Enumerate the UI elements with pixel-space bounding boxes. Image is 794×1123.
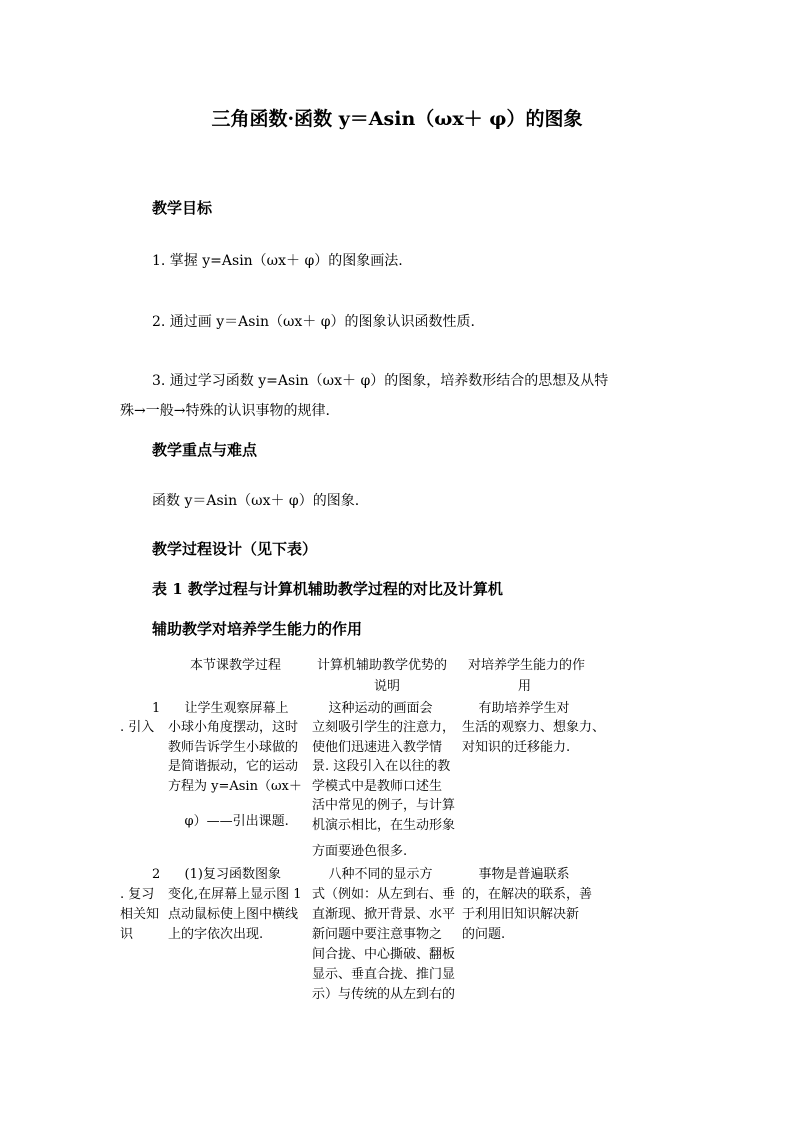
row-1-advantage-line: 这种运动的画面会 (312, 701, 433, 716)
goal-1: 1. 掌握 y=Asin（ωx＋ φ）的图象画法. (152, 253, 403, 269)
page-title: 三角函数·函数 y＝Asin（ωx＋ φ）的图象 (211, 108, 583, 130)
row-2-ability-line: 于利用旧知识解决新 (462, 907, 580, 922)
row-2-label-line: 识 (120, 927, 134, 942)
table-header-ability-2: 用 (518, 679, 532, 694)
goal-3-line-2: 殊→一般→特殊的认识事物的规律. (120, 403, 330, 419)
row-1-ability-line: 生活的观察力、想象力、 (462, 720, 606, 735)
row-1-advantage-line: 机演示相比，在生动形象 (312, 818, 456, 833)
table-header-advantage-2: 说明 (374, 679, 401, 694)
row-1-process-line: 方程为 y=Asin（ωx＋ (168, 779, 302, 794)
table-caption-line-2: 辅助教学对培养学生能力的作用 (152, 620, 363, 638)
key-points-heading: 教学重点与难点 (152, 441, 258, 459)
process-heading: 教学过程设计（见下表） (152, 540, 318, 558)
key-points-text: 函数 y＝Asin（ωx＋ φ）的图象. (152, 493, 360, 509)
row-2-process-line: (1)复习函数图象 (168, 867, 281, 882)
row-2-advantage-line: 直渐现、掀开背景、水平 (312, 907, 456, 922)
row-2-advantage-line: 新问题中要注意事物之 (312, 927, 443, 942)
row-2-process-line: 变化,在屏幕上显示图 1 (168, 887, 302, 902)
row-1-advantage-line: 方面要逊色很多. (312, 844, 408, 859)
row-2-process-line: 点动鼠标使上图中横线 (168, 907, 299, 922)
row-1-process-line: 教师告诉学生小球做的 (168, 740, 299, 755)
goals-heading: 教学目标 (152, 199, 213, 217)
row-1-advantage-line: 学模式中是教师口述生 (312, 779, 443, 794)
goal-3-line-1: 3. 通过学习函数 y=Asin（ωx＋ φ）的图象，培养数形结合的思想及从特 (152, 373, 609, 389)
row-1-process-line: 是简谐振动，它的运动 (168, 759, 299, 774)
row-2-label-line: . 复习 (120, 887, 155, 902)
row-2-number: 2 (152, 867, 161, 882)
row-2-ability-line: 的问题. (462, 927, 506, 942)
goal-2: 2. 通过画 y＝Asin（ωx＋ φ）的图象认识函数性质. (152, 314, 475, 330)
row-1-ability-line: 有助培养学生对 (462, 701, 570, 716)
row-1-advantage-line: 立刻吸引学生的注意力， (312, 720, 456, 735)
row-2-advantage-line: 示）与传统的从左到右的 (312, 987, 456, 1002)
row-1-process-line: 小球小角度摆动，这时 (168, 720, 299, 735)
row-2-advantage-line: 显示、垂直合拢、推门显 (312, 967, 456, 982)
table-header-ability-1: 对培养学生能力的作 (468, 658, 586, 673)
row-2-advantage-line: 八种不同的显示方 (312, 867, 433, 882)
row-1-ability-line: 对知识的迁移能力. (462, 740, 571, 755)
row-2-advantage-line: 式（例如：从左到右、垂 (312, 887, 456, 902)
row-1-process-line: φ）——引出课题. (168, 814, 289, 829)
row-1-advantage-line: 活中常见的例子，与计算 (312, 798, 456, 813)
row-1-advantage-line: 景. 这段引入在以往的教 (312, 759, 451, 774)
table-header-process: 本节课教学过程 (190, 658, 282, 673)
row-1-number: 1 (152, 701, 161, 716)
row-1-advantage-line: 使他们迅速进入教学情 (312, 740, 443, 755)
row-2-process-line: 上的字依次出现. (168, 927, 264, 942)
table-header-advantage-1: 计算机辅助教学优势的 (317, 658, 448, 673)
row-2-advantage-line: 间合拢、中心撕破、翻板 (312, 947, 456, 962)
row-2-label-line: 相关知 (120, 907, 160, 922)
row-1-process-line: 让学生观察屏幕上 (168, 701, 289, 716)
row-2-ability-line: 的，在解决的联系，善 (462, 887, 593, 902)
row-2-ability-line: 事物是普遍联系 (462, 867, 570, 882)
table-caption-line-1: 表 1 教学过程与计算机辅助教学过程的对比及计算机 (152, 580, 503, 598)
row-1-label: . 引入 (120, 720, 155, 735)
